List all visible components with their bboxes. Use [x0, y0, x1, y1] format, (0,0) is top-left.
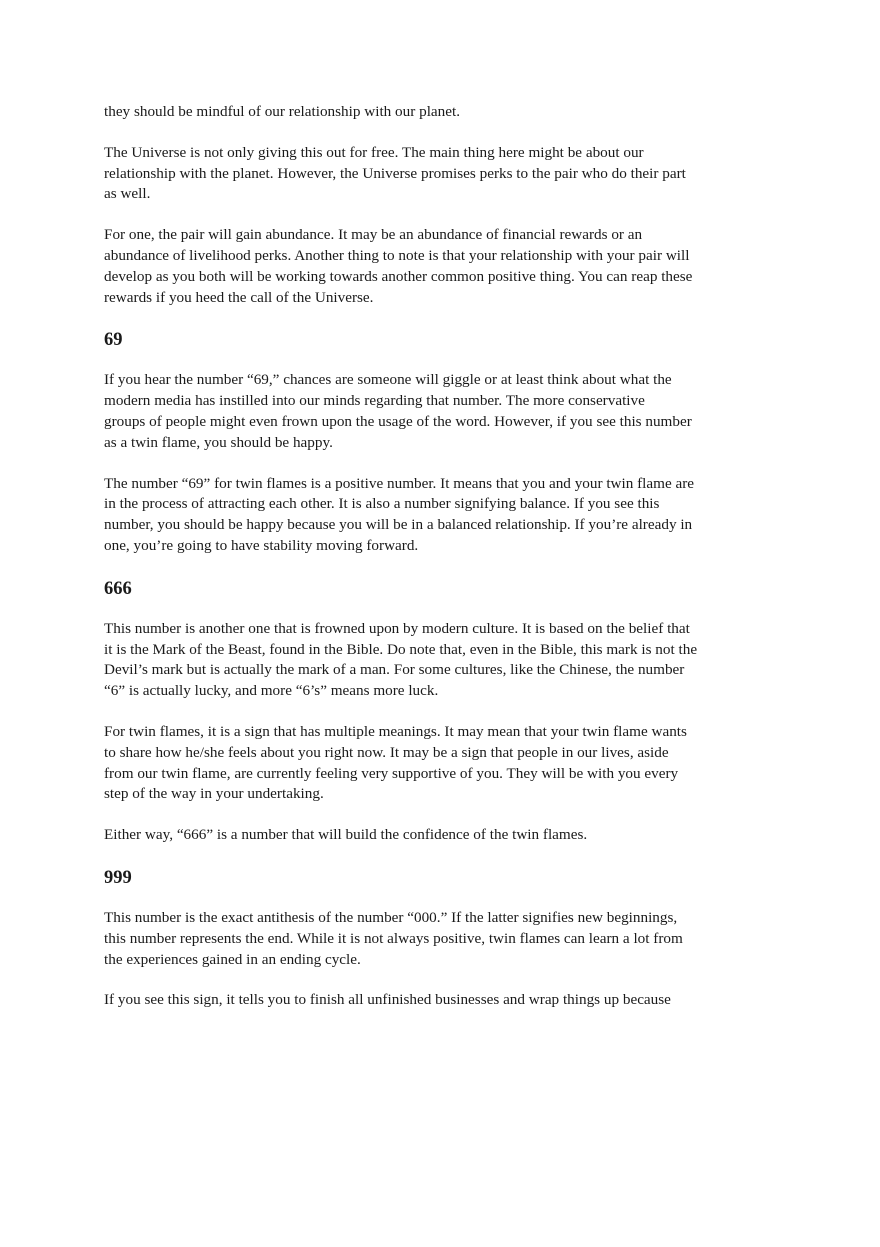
text-line: The Universe is not only giving this out for free. The main thing here might be about our: [104, 143, 644, 161]
text-line: step of the way in your undertaking.: [104, 785, 324, 803]
paragraph: [104, 370, 728, 453]
paragraph: [104, 474, 728, 557]
paragraph: [104, 102, 728, 123]
text-line: groups of people might even frown upon the usage of the word. However, if you see this number: [104, 412, 692, 430]
section-heading-999: [104, 866, 728, 890]
document-page: [104, 102, 728, 1031]
text-line: Devil’s mark but is actually the mark of a man. For some cultures, like the Chinese, the number: [104, 661, 685, 679]
text-line: This number is another one that is frowned upon by modern culture. It is based on the belief that: [104, 619, 690, 637]
paragraph: [104, 722, 728, 805]
heading-text: 999: [104, 867, 132, 888]
text-line: as well.: [104, 185, 151, 203]
text-line: to share how he/she feels about you right now. It may be a sign that people in our lives, aside: [104, 743, 669, 761]
text-line: abundance of livelihood perks. Another thing to note is that your relationship with your pair will: [104, 246, 690, 264]
section-heading-666: [104, 577, 728, 601]
text-line: This number is the exact antithesis of the number “000.” If the latter signifies new beginnings,: [104, 908, 678, 926]
paragraph: [104, 908, 728, 970]
text-line: in the process of attracting each other. It is also a number signifying balance. If you see this: [104, 495, 660, 513]
text-line: they should be mindful of our relationship with our planet.: [104, 103, 461, 120]
heading-text: 69: [104, 330, 123, 351]
text-line: If you hear the number “69,” chances are someone will giggle or at least think about what the: [104, 371, 672, 389]
paragraph: [104, 143, 728, 205]
text-line: develop as you both will be working towards another common positive thing. You can reap these: [104, 267, 693, 285]
text-line: rewards if you heed the call of the Universe.: [104, 288, 374, 306]
text-line: modern media has instilled into our minds regarding that number. The more conservative: [104, 392, 645, 410]
text-line: from our twin flame, are currently feeling very supportive of you. They will be with you every: [104, 764, 679, 782]
paragraph: [104, 225, 728, 308]
text-line: “6” is actually lucky, and more “6’s” means more luck.: [104, 682, 439, 700]
text-line: For one, the pair will gain abundance. It may be an abundance of financial rewards or an: [104, 226, 643, 244]
text-line: The number “69” for twin flames is a positive number. It means that you and your twin flame are: [104, 474, 695, 492]
paragraph: [104, 825, 728, 846]
text-line: the experiences gained in an ending cycle.: [104, 950, 361, 968]
section-heading-69: [104, 328, 728, 352]
text-line: this number represents the end. While it is not always positive, twin flames can learn a lot from: [104, 929, 683, 947]
text-line: relationship with the planet. However, the Universe promises perks to the pair who do their part: [104, 164, 686, 182]
text-line: For twin flames, it is a sign that has multiple meanings. It may mean that your twin flame wants: [104, 722, 687, 740]
text-line: it is the Mark of the Beast, found in the Bible. Do note that, even in the Bible, this mark is not the: [104, 640, 698, 658]
heading-text: 666: [104, 578, 132, 599]
paragraph: [104, 619, 728, 702]
text-line: as a twin flame, you should be happy.: [104, 433, 333, 451]
paragraph: [104, 990, 728, 1011]
text-line: If you see this sign, it tells you to finish all unfinished businesses and wrap things up because: [104, 991, 671, 1009]
text-line: number, you should be happy because you will be in a balanced relationship. If you’re already in: [104, 516, 693, 534]
text-line: one, you’re going to have stability moving forward.: [104, 536, 419, 554]
text-line: Either way, “666” is a number that will build the confidence of the twin flames.: [104, 826, 588, 844]
